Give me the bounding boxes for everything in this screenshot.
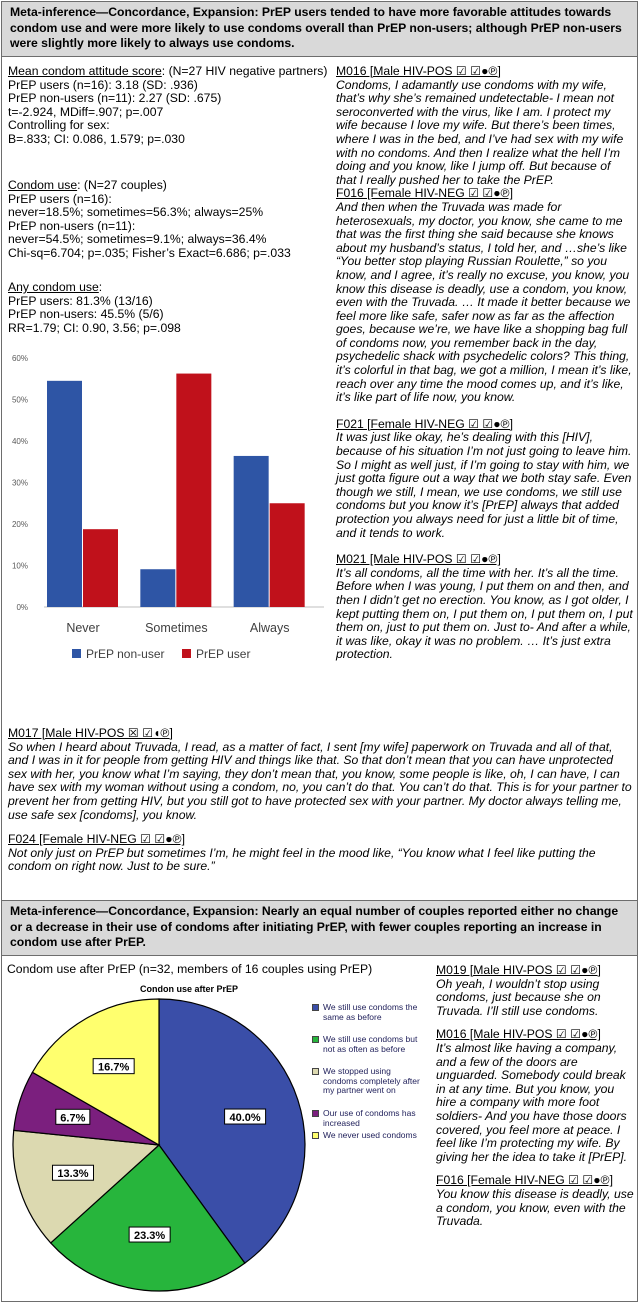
y-tick-label: 60% (11, 354, 28, 363)
quote-id: F016 [Female HIV-NEG ☑ ☑●℗] (336, 186, 514, 201)
pie-legend-label: We stopped using condoms completely after my partner went on (323, 1066, 420, 1095)
pie-legend-swatch (312, 1068, 319, 1075)
x-category-label: Never (66, 621, 100, 635)
quote-text: It’s almost like having a company, and a few of the doors are unguarded. Somebody could break in at any time. But you know, you hire a company with more foot soldiers- And you have those doors covered, you feel more at peace. I feel like I’m protecting my wife. By giving her the idea to take it [PrEP]. (436, 1040, 628, 1164)
quote-text: You know this disease is deadly, use a condom, you know, even with the Truvada. (436, 1186, 634, 1229)
condom-use-title: Condom use (8, 178, 78, 192)
pie-legend-item (312, 1131, 422, 1141)
quote-text: And then when the Truvada was made for heterosexuals, my doctor, you know, she came to me that was the first thing she said because she knows about my husband’s status, I told her, and …she’s like “You better stop playing Russian Roulette,” so you know, and I agree, it’s really no excuse, you know, you know this disease is deadly, use a condom, you know, even with the Truvada. … It made it better because we feel more like safe, safer now as far as the affection goes, because we’re, we have like a shopping bag full of condoms now, you remember back in the day, psychedelic shack with psychedelic colors? This thing, it’s colorful in that bag, we got a million, I mean it’s like, reach over any time the mood comes up, and it’s like, it’s like part of life now, you know. (336, 199, 632, 405)
legend-swatch (72, 649, 81, 658)
bar-prep-non-user-never (47, 381, 82, 607)
quote-block (8, 727, 632, 822)
stat-line: Controlling for sex: (8, 118, 110, 133)
quote-id: F016 [Female HIV-NEG ☑ ☑●℗] (436, 1173, 614, 1188)
legend-label: PrEP non-user (86, 647, 165, 661)
y-tick-label: 30% (11, 478, 28, 488)
quote-block (8, 833, 632, 874)
pie-legend-label: We still use condoms the same as before (323, 1002, 418, 1022)
quote-block (436, 1028, 634, 1164)
pie-legend-item (312, 1067, 422, 1096)
pie-legend-swatch (312, 1132, 319, 1139)
quote-block (336, 553, 634, 662)
pie-legend-label: Our use of condoms has increased (323, 1108, 416, 1128)
quote-id: M021 [Male HIV-POS ☑ ☑●℗] (336, 552, 501, 567)
stat-line: PrEP non-users (n=11): 2.27 (SD: .675) (8, 91, 222, 106)
pie-legend-swatch (312, 1036, 319, 1043)
quote-text: Condoms, I adamantly use condoms with my wife, that’s why she’s remained undetectable- I mean not seroconverted with the virus, like I am. I protect my wife because I love my wife. But there’s been times, where I was in the bed, and I’ve had sex with my wife with no condoms. And then I realize what the hell I’m doing and you know, like I jump off. But because of that I really pushed her to take the PrEP. (336, 77, 624, 187)
pie-slice-label: 13.3% (57, 1168, 89, 1181)
quote-block (336, 418, 634, 540)
pie-title: Condon use after PrEP (140, 984, 239, 994)
pie-legend-swatch (312, 1004, 319, 1011)
pie-legend-item (312, 1035, 422, 1054)
quote-id: M019 [Male HIV-POS ☑ ☑●℗] (436, 963, 601, 977)
y-tick-label: 10% (11, 561, 28, 571)
y-tick-label: 20% (11, 520, 28, 529)
pie-caption: Condom use after PrEP (n=32, members of 16 couples using PrEP) (7, 962, 373, 976)
quote-block (336, 65, 634, 187)
legend-label: PrEP user (196, 647, 251, 661)
bar-prep-user-never (83, 529, 118, 607)
stat-line: never=18.5%; sometimes=56.3%; always=25% (8, 205, 264, 220)
attitude-title: Mean condom attitude score (8, 64, 162, 78)
pie-legend-item (312, 1003, 422, 1022)
quote-id: F021 [Female HIV-NEG ☑ ☑●℗] (336, 416, 514, 431)
bar-prep-user-sometimes (176, 374, 211, 607)
x-category-label: Always (249, 621, 290, 635)
pie-slice-label: 40.0% (229, 1112, 261, 1125)
quote-block (336, 187, 634, 405)
stat-line: RR=1.79; CI: 0.90, 3.56; p=.098 (8, 320, 181, 335)
section2-header (2, 900, 637, 956)
pie-legend-item (312, 1109, 422, 1128)
quotes-full-width (8, 727, 632, 874)
quote-block (436, 964, 634, 1018)
attitude-stats (8, 65, 333, 147)
legend-swatch (182, 649, 191, 658)
section2-quotes (436, 964, 634, 1229)
bar-prep-non-user-always (234, 456, 269, 607)
stat-line: B=.833; CI: 0.086, 1.579; p=.030 (8, 131, 185, 146)
pie-legend-label: We still use condoms but not as often as before (323, 1034, 418, 1054)
section1-header-text: Meta-inference—Concordance, Expansion: PrEP users tended to have more favorable attitudes towards condom use and were more likely to use condoms overall than PrEP non-users; although PrEP non-users were slightly more likely to always use condoms. (10, 5, 622, 50)
stat-line: PrEP users (n=16): (8, 191, 112, 206)
stat-line: PrEP users (n=16): 3.18 (SD: .936) (8, 77, 198, 92)
quote-id: M016 [Male HIV-POS ☑ ☑●℗] (336, 64, 501, 78)
bar-chart (4, 348, 330, 670)
y-tick-label: 50% (11, 395, 28, 405)
attitude-title-suffix: : (N=27 HIV negative partners) (161, 64, 328, 78)
condom-use-stats (8, 179, 333, 261)
bar-prep-non-user-sometimes (140, 569, 175, 607)
quotes-right-column (336, 65, 634, 662)
stat-line: PrEP users: 81.3% (13/16) (8, 293, 153, 308)
pie-legend-swatch (312, 1110, 319, 1117)
quote-text: So when I heard about Truvada, I read, as a matter of fact, I sent [my wife] paperwork on Truvada and all of that, and I was in it for people from getting HIV and things like that. So that don’t mean that you can have unprotected sex with her, you know what I’m saying, they don’t mean that, you know, some people is like, oh, I can have, I can have sex with my woman without using a condom, no, you can’t do that. You can’t do that. This is for your partner to prevent her from getting HIV, but you still got to have protected sex with your partner. My doctor always telling me, use safe sex [condoms], you know. (8, 739, 632, 822)
stat-line: t=-2.924, MDiff=.907; p=.007 (8, 104, 164, 119)
any-use-stats (8, 281, 333, 335)
quote-text: Oh yeah, I wouldn’t stop using condoms, just because she on Truvada. I’ll still use condoms. (436, 976, 601, 1018)
quote-block (436, 1174, 634, 1228)
stat-line: never=54.5%; sometimes=9.1%; always=36.4% (8, 232, 267, 247)
quote-text: Not only just on PrEP but sometimes I’m, he might feel in the mood like, “You know what I feel like putting the condom on right now. Just to be sure.” (8, 845, 596, 874)
y-tick-label: 40% (11, 437, 28, 446)
quote-id: M017 [Male HIV-POS ☒ ☑◖℗] (8, 726, 173, 740)
quote-id: M016 [Male HIV-POS ☑ ☑●℗] (436, 1027, 601, 1042)
quote-text: It’s all condoms, all the time with her. It’s all the time. Before when I was young, I put them on and then, and then I didn’t get no erection. You know, as I got older, I kept putting them on, I put them on, I put them on, I put them on, just to put them on. Just to- And after a while, it was like, okay it was no problem. … It’s just extra protection. (336, 565, 633, 662)
x-category-label: Sometimes (145, 621, 208, 635)
condom-use-title-suffix: : (N=27 couples) (77, 178, 167, 192)
pie-slice-label: 23.3% (134, 1230, 166, 1243)
pie-slice-label: 6.7% (60, 1112, 86, 1125)
any-use-title: Any condom use (8, 280, 99, 294)
any-use-title-suffix: : (98, 280, 103, 294)
bar-prep-user-always (270, 503, 305, 607)
stat-line: PrEP non-users (n=11): (8, 218, 136, 233)
y-tick-label: 0% (16, 603, 28, 612)
quote-text: It was just like okay, he’s dealing with this [HIV], because of his situation I’m not just going to leave him. So I might as well just, if I’m going to stay with him, we just gotta figure out a way that we both stay safe. Even though we still, I mean, we use condoms, we still use condoms but you know it’s [PrEP] always that added protection you always need for just a little bit of time, and it tends to work. (336, 430, 632, 540)
pie-chart (4, 990, 314, 1300)
section2-header-text: Meta-inference—Concordance, Expansion: Nearly an equal number of couples reported either no change or a decrease in their use of condoms after initiating PrEP, with fewer couples reporting an increase in condom use after PrEP. (10, 904, 619, 949)
section1-header (2, 2, 637, 57)
stat-line: Chi-sq=6.704; p=.035; Fisher’s Exact=6.686; p=.033 (8, 245, 291, 260)
quote-id: F024 [Female HIV-NEG ☑ ☑●℗] (8, 832, 186, 847)
pie-slice-label: 16.7% (98, 1061, 130, 1074)
pie-legend-label: We never used condoms (323, 1130, 417, 1140)
stat-line: PrEP non-users: 45.5% (5/6) (8, 307, 164, 322)
